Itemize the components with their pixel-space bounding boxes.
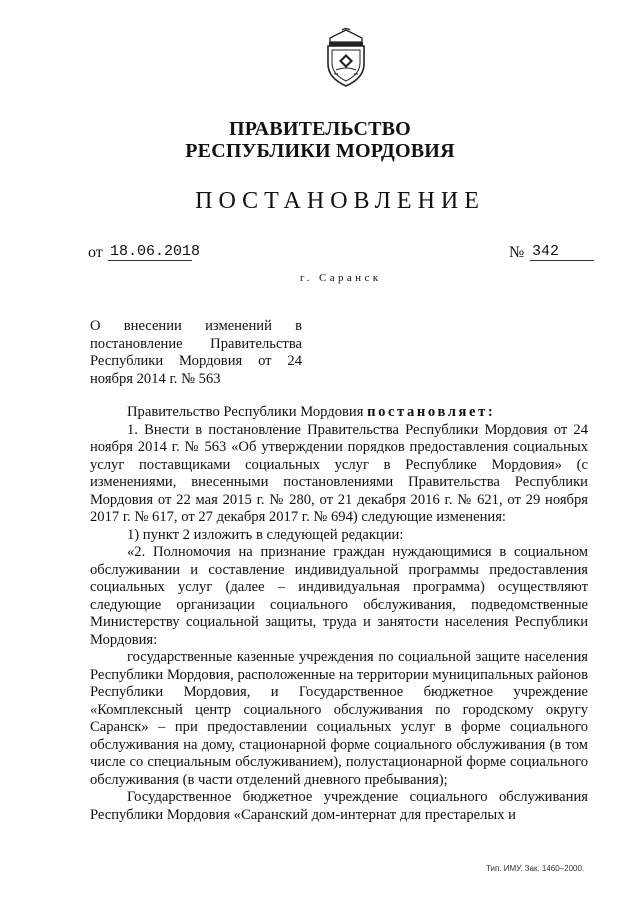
document-date: 18.06.2018 bbox=[110, 243, 201, 260]
paragraph-5: Государственное бюджетное учреждение социального обслуживания Республики Мордовия «Саранский дом-интернат для престарелых и bbox=[90, 789, 588, 823]
city: г. Саранск bbox=[300, 272, 382, 284]
preamble-text: Правительство Республики Мордовия bbox=[127, 404, 364, 420]
paragraph-4: государственные казенные учреждения по социальной защите населения Республики Мордовия, расположенные на территории муниципальных районов Республики Мордовия, и Государственное бюджетное учреждение «Комплексный центр социального обслуживания по городскому округу Саранск» – при предоставлении социальных услуг в форме социального обслуживания на дому, стационарной форме социального обслуживания (в том числе со специальным обслуживанием), полустационарной форме социального обслуживания (в части отделений дневного пребывания); bbox=[90, 649, 588, 788]
paragraph-3: «2. Полномочия на признание граждан нуждающимися в социальном обслуживании и составление индивидуальной программы предоставления социальных услуг (далее – индивидуальная программа) осуществляют следующие организации социального обслуживания, подведомственные Министерству социальной защиты, труда и занятости населения Республики Мордовия: bbox=[90, 544, 588, 648]
resolve-word: постановляет: bbox=[367, 404, 496, 420]
preamble-paragraph bbox=[90, 404, 588, 422]
printer-imprint: Тип. ИМУ. Зак. 1460–2000. bbox=[486, 864, 585, 873]
date-prefix: от bbox=[88, 244, 103, 261]
document-subject: О внесении изменений в постановление Правительства Республики Мордовия от 24 ноября 2014 г. № 563 bbox=[90, 318, 302, 387]
number-prefix: № bbox=[509, 244, 525, 261]
document-type-heading: ПОСТАНОВЛЕНИЕ bbox=[195, 188, 485, 214]
document-body bbox=[90, 404, 588, 824]
government-title-line1: ПРАВИТЕЛЬСТВО bbox=[229, 118, 411, 140]
government-title-line2: РЕСПУБЛИКИ МОРДОВИЯ bbox=[185, 140, 455, 162]
coat-of-arms-emblem bbox=[322, 28, 370, 90]
paragraph-2: 1) пункт 2 изложить в следующей редакции: bbox=[127, 526, 404, 543]
document-number: 342 bbox=[530, 244, 594, 261]
paragraph-1: 1. Внести в постановление Правительства Республики Мордовия от 24 ноября 2014 г. № 563 «Об утверждении порядков предоставления социальных услуг поставщиками социальных услуг в Республике Мордовия» (с изменениями, внесенными постановлениями Правительства Республики Мордовия от 22 мая 2015 г. № 280, от 21 декабря 2016 г. № 621, от 29 ноября 2017 г. № 617, от 27 декабря 2017 г. № 694) следующие изменения: bbox=[90, 421, 588, 525]
